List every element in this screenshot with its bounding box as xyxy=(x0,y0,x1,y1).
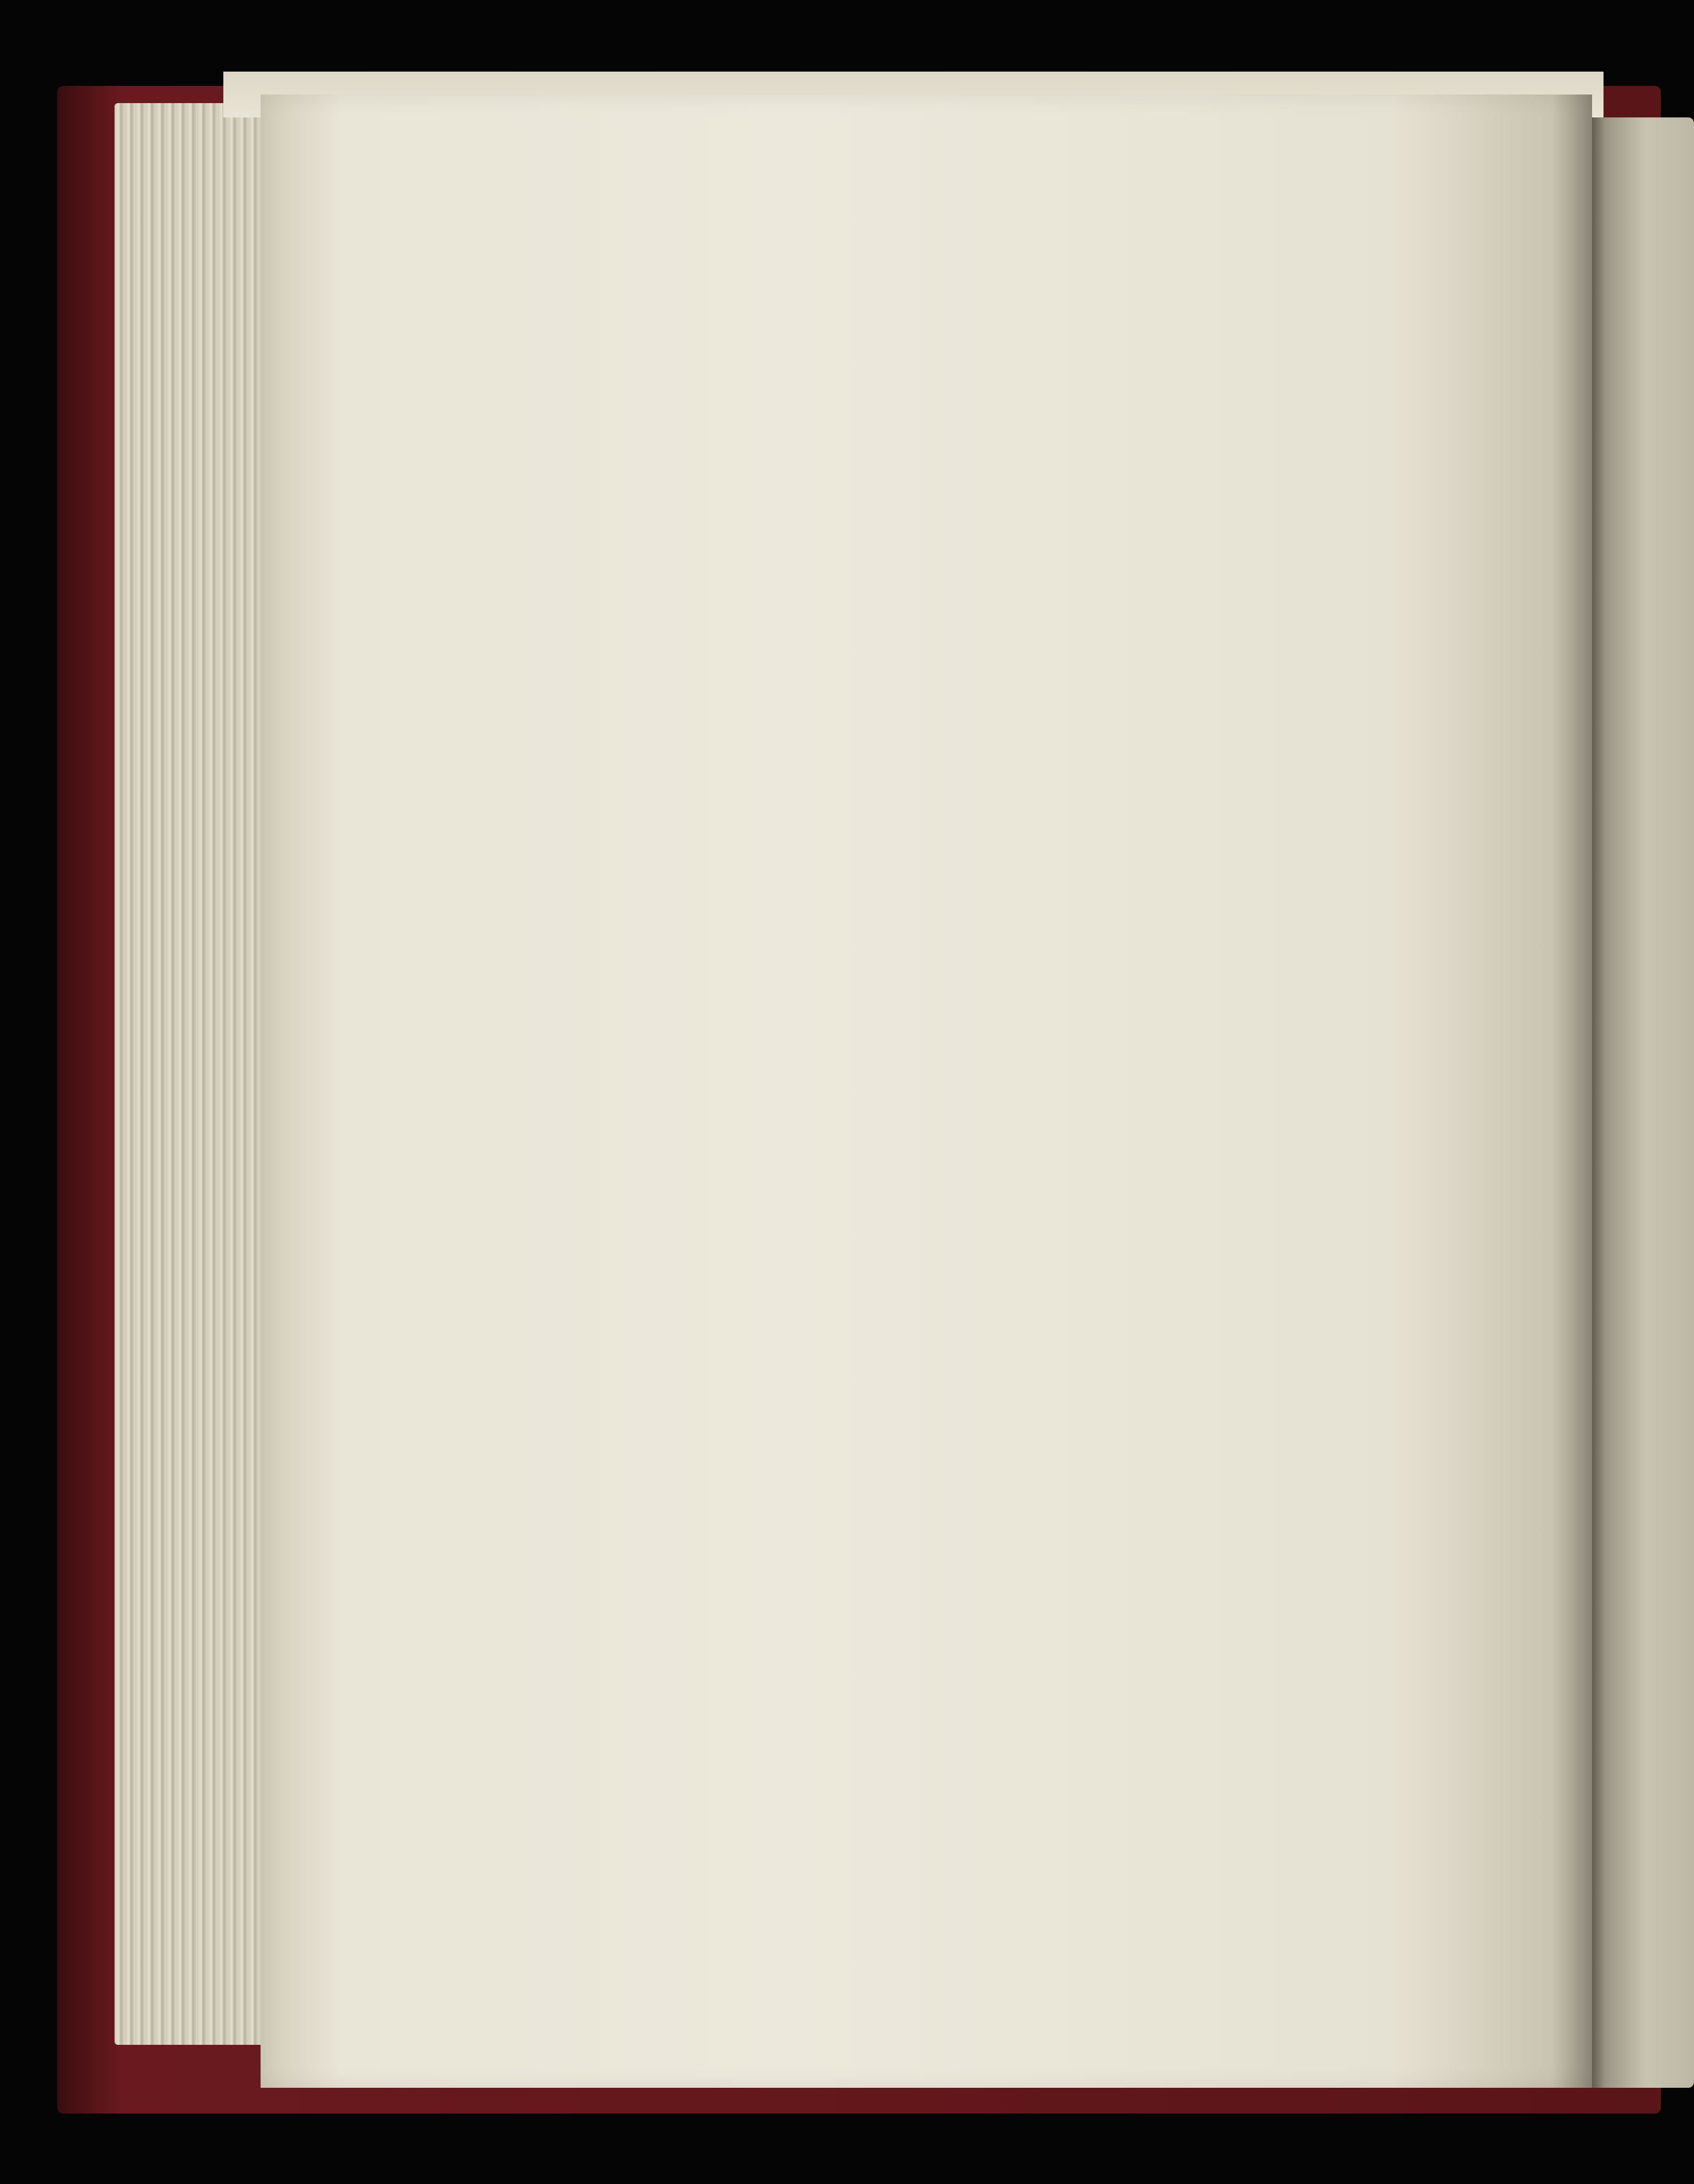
book-page xyxy=(261,95,1592,2088)
facing-page xyxy=(1586,117,1694,2088)
